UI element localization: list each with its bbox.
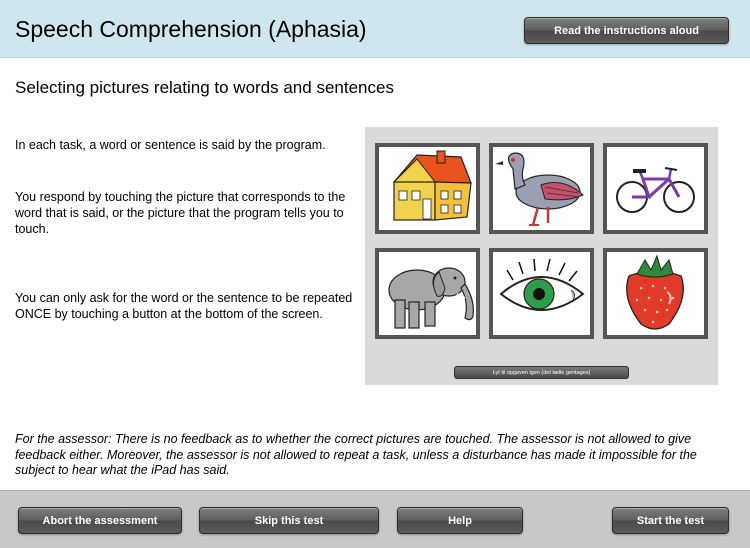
assessor-note: For the assessor: There is no feedback as to whether the correct pictures are touched. The assessor is not allowed to give feedback either. Moreover, the assessor is not allowed to repeat a task, unless a disturbance has made it impossible for the subject to hear what the iPad has said. [15, 432, 697, 477]
bird-picture [489, 143, 594, 234]
app-title: Speech Comprehension (Aphasia) [15, 16, 367, 42]
instruction-paragraph: You can only ask for the word or the sentence to be repeated ONCE by touching a button at the bottom of the screen. [15, 291, 353, 321]
repeat-task-button[interactable]: Lyt til opgaven igen (det tælle gentages) [454, 366, 629, 379]
example-picture-panel [365, 127, 718, 385]
start-test-button[interactable]: Start the test [612, 507, 729, 534]
header-bar [0, 0, 750, 58]
strawberry-picture [603, 248, 708, 339]
abort-assessment-button[interactable]: Abort the assessment [18, 507, 182, 534]
bicycle-picture [603, 143, 708, 234]
instruction-paragraph: You respond by touching the picture that corresponds to the word that is said, or the picture that the program tells you to touch. [15, 190, 346, 236]
skip-test-button[interactable]: Skip this test [199, 507, 379, 534]
house-picture [375, 143, 480, 234]
footer-bar [0, 490, 750, 548]
instruction-paragraph: In each task, a word or sentence is said by the program. [15, 138, 326, 152]
section-title: Selecting pictures relating to words and sentences [15, 78, 394, 97]
eye-picture [489, 248, 594, 339]
read-instructions-aloud-button[interactable]: Read the instructions aloud [524, 17, 729, 44]
elephant-picture [375, 248, 480, 339]
help-button[interactable]: Help [397, 507, 523, 534]
